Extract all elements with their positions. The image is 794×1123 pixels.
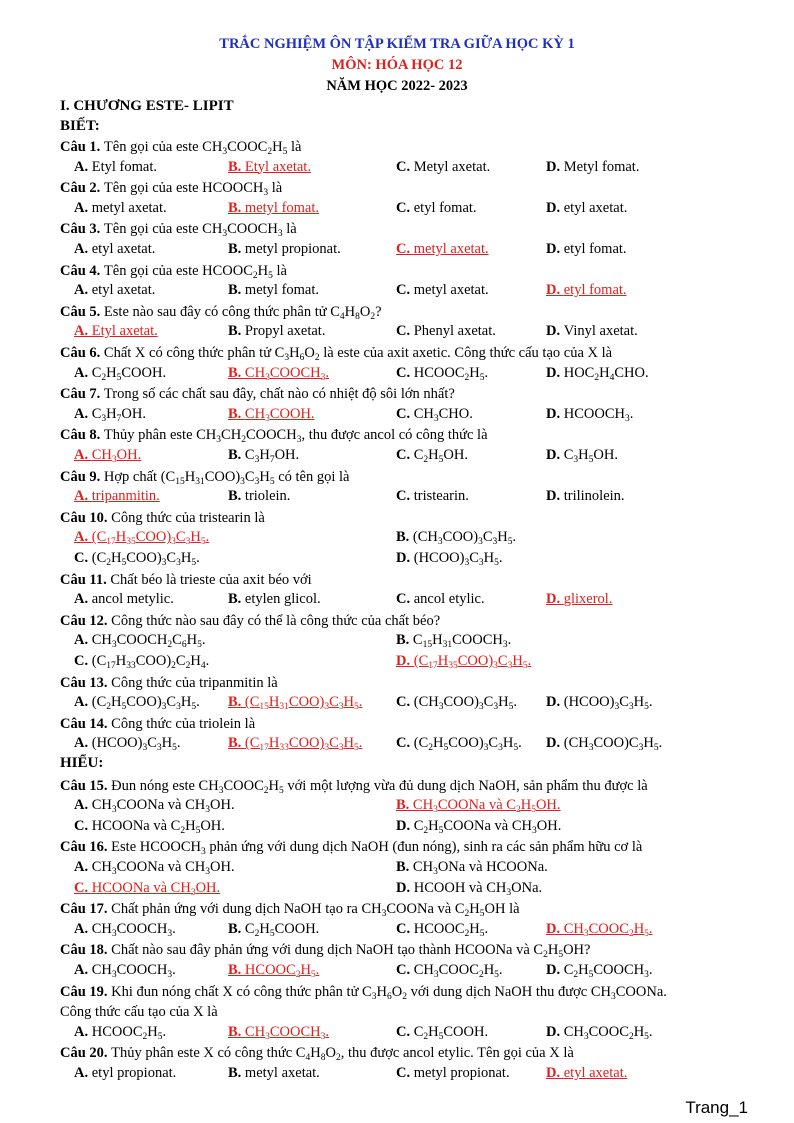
answer-option: A. $CH_3COONa$ và $CH_3OH$. xyxy=(74,797,235,816)
options-row xyxy=(0,529,794,547)
answer-option: C. metyl propionat. xyxy=(396,1065,510,1081)
answer-option: A. $HCOOC_2H_5$. xyxy=(74,1023,167,1042)
answer-option: D. $CH_3COOC_2H_5$. xyxy=(546,1023,653,1042)
correct-answer-option: A. $(C_{17}H_{35}COO)_3C_3H_5$. xyxy=(74,529,210,548)
question-text: Công thức nào sau đây có thể là công thức của chất béo? xyxy=(111,612,441,629)
answer-option: B. $C_2H_5COOH$. xyxy=(228,920,320,939)
answer-option: B. metyl propionat. xyxy=(228,241,341,257)
answer-option: C. $HCOOC_2H_5$. xyxy=(396,920,489,939)
answer-option: D. $HCOOCH_3$. xyxy=(546,405,634,424)
options-row xyxy=(0,632,794,650)
options-row xyxy=(0,488,794,506)
question-stem xyxy=(60,941,750,959)
question-number: Câu 1. xyxy=(60,139,104,155)
options-row xyxy=(0,200,794,218)
question-text: Tên gọi của este $HCOOC_2H_5$ là xyxy=(103,262,287,281)
answer-option: A. etyl propionat. xyxy=(74,1065,177,1081)
answer-option: A. $C_3H_7OH$. xyxy=(74,405,146,424)
answer-option: C. $(C_2H_5COO)_3C_3H_5$. xyxy=(74,550,200,568)
answer-option: D. $(HCOO)_3C_3H_5$. xyxy=(396,550,503,568)
correct-answer-option: A. Etyl axetat. xyxy=(74,323,158,340)
options-row xyxy=(0,1065,794,1083)
document-subject: MÔN: HÓA HỌC 12 xyxy=(331,57,463,73)
answer-option: A. $C_2H_5COOH$. xyxy=(74,364,167,383)
correct-answer-option: B. $(C_{17}H_{33}COO)_3C_3H_5$. xyxy=(228,735,363,754)
correct-answer-option: D. glixerol. xyxy=(546,591,613,608)
question-stem xyxy=(60,220,750,238)
document-year: NĂM HỌC 2022- 2023 xyxy=(326,78,468,94)
answer-option: B. metyl fomat. xyxy=(228,282,320,299)
correct-answer-option: B. $CH_3COOCH_3$. xyxy=(228,364,329,383)
correct-answer-option: C. metyl axetat. xyxy=(396,241,489,257)
answer-option: A. $CH_3COOCH_3$. xyxy=(74,962,176,980)
answer-option: B. $(CH_3COO)_3C_3H_5$. xyxy=(396,529,517,548)
options-row xyxy=(0,694,794,712)
answer-option: C. Metyl axetat. xyxy=(396,158,491,175)
correct-answer-option: B. $CH_3COOH$. xyxy=(228,405,315,424)
question-text: Chất X có công thức phân tử $C_3H_6O_2$ là este của axit axetic. Công thức cấu tạo của X là xyxy=(103,345,613,363)
level-heading-biet: BIẾT: xyxy=(60,118,100,134)
options-row xyxy=(0,880,794,898)
answer-option: C. $CH_3COOC_2H_5$. xyxy=(396,962,503,980)
correct-answer-option: A. tripanmitin. xyxy=(74,488,160,505)
correct-answer-option: C. HCOONa và $CH_3OH$. xyxy=(74,879,221,898)
options-row xyxy=(0,282,794,300)
question-stem xyxy=(60,509,750,527)
options-row xyxy=(0,323,794,341)
options-row xyxy=(0,818,794,836)
question-number: Câu 20. xyxy=(60,1045,112,1062)
question-text: Thủy phân este X có công thức $C_4H_8O_2$, thu được ancol etylic. Tên gọi của X là xyxy=(111,1045,574,1064)
question-text: Tên gọi của este $CH_3COOC_2H_5$ là xyxy=(103,139,302,157)
correct-answer-option: B. Etyl axetat. xyxy=(228,158,311,175)
question-number: Câu 17. xyxy=(60,901,112,918)
question-text: Công thức của tripanmitin là xyxy=(111,674,278,691)
question-stem xyxy=(60,900,750,918)
question-stem xyxy=(60,571,750,589)
options-row xyxy=(0,962,794,980)
question-text: Công thức của triolein là xyxy=(111,715,256,732)
answer-option: B. triolein. xyxy=(228,488,291,505)
answer-option: A. etyl axetat. xyxy=(74,282,156,299)
document-title: TRẮC NGHIỆM ÔN TẬP KIỂM TRA GIỮA HỌC KỲ 1 xyxy=(219,36,575,52)
question-text: Chất phản ứng với dung dịch NaOH tạo ra $CH_3COONa$ và $C_2H_5OH$ là xyxy=(111,901,520,920)
question-stem xyxy=(60,612,750,630)
question-text: Khi đun nóng chất X có công thức phân tử $C_3H_6O_2$ với dung dịch NaOH thu được $CH_3COONa$. xyxy=(111,983,667,1002)
answer-option: D. HCOOH và $CH_3ONa$. xyxy=(396,879,543,898)
answer-option: B. Propyl axetat. xyxy=(228,323,326,340)
question-number: Câu 4. xyxy=(60,262,104,279)
answer-option: A. $(C_2H_5COO)_3C_3H_5$. xyxy=(74,694,200,713)
question-stem xyxy=(60,426,750,444)
question-number: Câu 16. xyxy=(60,839,112,856)
answer-option: D. Metyl fomat. xyxy=(546,158,640,175)
question-stem xyxy=(60,777,750,795)
answer-option: C. $C_2H_5OH$. xyxy=(396,447,468,465)
answer-option: C. $HCOOC_2H_5$. xyxy=(396,364,489,383)
answer-option: B. $CH_3ONa$ và HCOONa. xyxy=(396,859,548,877)
answer-option: D. $(CH_3COO)C_3H_5$. xyxy=(546,735,663,754)
answer-option: C. HCOONa và $C_2H_5OH$. xyxy=(74,817,225,836)
question-stem xyxy=(60,303,750,321)
answer-option: B. etylen glicol. xyxy=(228,591,321,608)
options-row xyxy=(0,447,794,465)
question-number: Câu 13. xyxy=(60,674,112,691)
answer-option: D. Vinyl axetat. xyxy=(546,323,638,340)
answer-option: C. metyl axetat. xyxy=(396,282,489,299)
question-stem xyxy=(60,344,750,362)
answer-option: A. $CH_3COOCH_3$. xyxy=(74,920,176,939)
answer-option: D. trilinolein. xyxy=(546,488,625,505)
answer-option: D. $C_2H_5COOCH_3$. xyxy=(546,962,653,980)
answer-option: C. tristearin. xyxy=(396,488,469,505)
question-text: Tên gọi của este $CH_3COOCH_3$ là xyxy=(103,221,297,240)
options-row xyxy=(0,859,794,877)
question-text: Este nào sau đây có công thức phân tử $C_4H_8O_2$? xyxy=(103,303,382,322)
answer-option: A. etyl axetat. xyxy=(74,241,156,257)
answer-option: B. metyl axetat. xyxy=(228,1065,320,1081)
answer-option: A. $(HCOO)_3C_3H_5$. xyxy=(74,735,181,754)
answer-option: A. $CH_3COONa$ và $CH_3OH$. xyxy=(74,859,235,877)
question-text: Hợp chất $(C_{15}H_{31}COO)_3C_3H_5$ có tên gọi là xyxy=(103,468,350,487)
options-row xyxy=(0,735,794,753)
answer-option: D. etyl fomat. xyxy=(546,241,627,257)
question-text: Trong số các chất sau đây, chất nào có nhiệt độ sôi lớn nhất? xyxy=(103,386,455,403)
question-stem xyxy=(60,468,750,486)
answer-option: B. $C_3H_7OH$. xyxy=(228,447,300,465)
question-text: Thủy phân este $CH_3CH_2COOCH_3$, thu được ancol có công thức là xyxy=(103,427,488,446)
question-number: Câu 2. xyxy=(60,180,104,197)
correct-answer-option: D. etyl fomat. xyxy=(546,282,627,299)
page-number: Trang_1 xyxy=(685,1098,748,1117)
question-text: Công thức của tristearin là xyxy=(111,509,265,526)
answer-option: C. $(C_{17}H_{33}COO)_2C_2H_4$. xyxy=(74,653,210,671)
question-number: Câu 3. xyxy=(60,221,104,238)
question-text-cont: Công thức cấu tạo của X là xyxy=(60,1004,218,1021)
correct-answer-option: B. $(C_{15}H_{31}COO)_3C_3H_5$. xyxy=(228,694,363,713)
answer-option: A. metyl axetat. xyxy=(74,199,167,216)
question-number: Câu 6. xyxy=(60,345,104,361)
answer-option: C. $CH_3CHO$. xyxy=(396,405,473,424)
question-stem xyxy=(60,385,750,403)
question-stem xyxy=(60,1044,750,1062)
options-row xyxy=(0,365,794,383)
answer-option: D. $C_2H_5COONa$ và $CH_3OH$. xyxy=(396,817,562,836)
options-row xyxy=(0,159,794,177)
correct-answer-option: B. $CH_3COOCH_3$. xyxy=(228,1023,329,1042)
question-stem xyxy=(60,262,750,280)
question-stem xyxy=(60,983,750,1001)
question-text: Đun nóng este $CH_3COOC_2H_5$ với một lượng vừa đủ dung dịch NaOH, sản phẩm thu được là xyxy=(111,777,648,796)
options-row xyxy=(0,406,794,424)
correct-answer-option: B. $CH_3COONa$ và $C_2H_5OH$. xyxy=(396,797,561,816)
question-number: Câu 7. xyxy=(60,386,104,403)
options-row xyxy=(0,591,794,609)
options-row xyxy=(0,1024,794,1042)
question-stem xyxy=(60,138,750,156)
options-row xyxy=(0,653,794,671)
correct-answer-option: B. $HCOOC_2H_5$. xyxy=(228,962,320,980)
answer-option: D. $C_3H_5OH$. xyxy=(546,447,618,465)
answer-option: C. $(CH_3COO)_3C_3H_5$. xyxy=(396,694,517,713)
options-row xyxy=(0,241,794,259)
question-text: Chất nào sau đây phản ứng với dung dịch NaOH tạo thành HCOONa và $C_2H_5OH$? xyxy=(111,942,591,961)
question-stem xyxy=(60,715,750,733)
question-number: Câu 9. xyxy=(60,468,104,485)
answer-option: D. etyl axetat. xyxy=(546,199,628,216)
answer-option: B. $C_{15}H_{31}COOCH_3$. xyxy=(396,632,512,651)
question-text: Tên gọi của este $HCOOCH_3$ là xyxy=(103,180,283,199)
question-stem xyxy=(60,838,750,856)
correct-answer-option: D. $(C_{17}H_{35}COO)_3C_3H_5$. xyxy=(396,653,532,671)
answer-option: A. Etyl fomat. xyxy=(74,158,157,175)
question-number: Câu 10. xyxy=(60,509,112,526)
correct-answer-option: A. $CH_3OH$. xyxy=(74,447,142,465)
question-number: Câu 15. xyxy=(60,777,112,794)
options-row xyxy=(0,550,794,568)
answer-option: C. Phenyl axetat. xyxy=(396,323,496,340)
answer-option: A. $CH_3COOCH_2C_6H_5$. xyxy=(74,632,206,651)
answer-option: C. $C_2H_5COOH$. xyxy=(396,1023,489,1042)
answer-option: A. ancol metylic. xyxy=(74,591,174,608)
chapter-heading: I. CHƯƠNG ESTE- LIPIT xyxy=(60,98,234,114)
correct-answer-option: D. etyl axetat. xyxy=(546,1065,628,1081)
question-number: Câu 18. xyxy=(60,942,112,959)
correct-answer-option: D. $CH_3COOC_2H_5$. xyxy=(546,920,653,939)
question-number: Câu 5. xyxy=(60,303,104,320)
question-stem xyxy=(60,674,750,692)
question-number: Câu 12. xyxy=(60,612,112,629)
question-number: Câu 19. xyxy=(60,983,112,1000)
answer-option: C. etyl fomat. xyxy=(396,199,477,216)
answer-option: D. $HOC_2H_4CHO$. xyxy=(546,364,649,383)
question-number: Câu 14. xyxy=(60,715,112,732)
answer-option: C. ancol etylic. xyxy=(396,591,485,608)
options-row xyxy=(0,797,794,815)
question-number: Câu 8. xyxy=(60,427,104,444)
answer-option: D. $(HCOO)_3C_3H_5$. xyxy=(546,694,653,713)
answer-option: C. $(C_2H_5COO)_3C_3H_5$. xyxy=(396,735,522,754)
options-row xyxy=(0,921,794,939)
question-text: Este $HCOOCH_3$ phản ứng với dung dịch NaOH (đun nóng), sinh ra các sản phẩm hữu cơ là xyxy=(111,839,643,858)
correct-answer-option: B. metyl fomat. xyxy=(228,199,320,216)
question-number: Câu 11. xyxy=(60,571,111,588)
question-stem xyxy=(60,179,750,197)
question-text: Chất béo là trieste của axit béo với xyxy=(110,571,312,588)
level-heading-hieu: HIỂU: xyxy=(60,755,104,771)
